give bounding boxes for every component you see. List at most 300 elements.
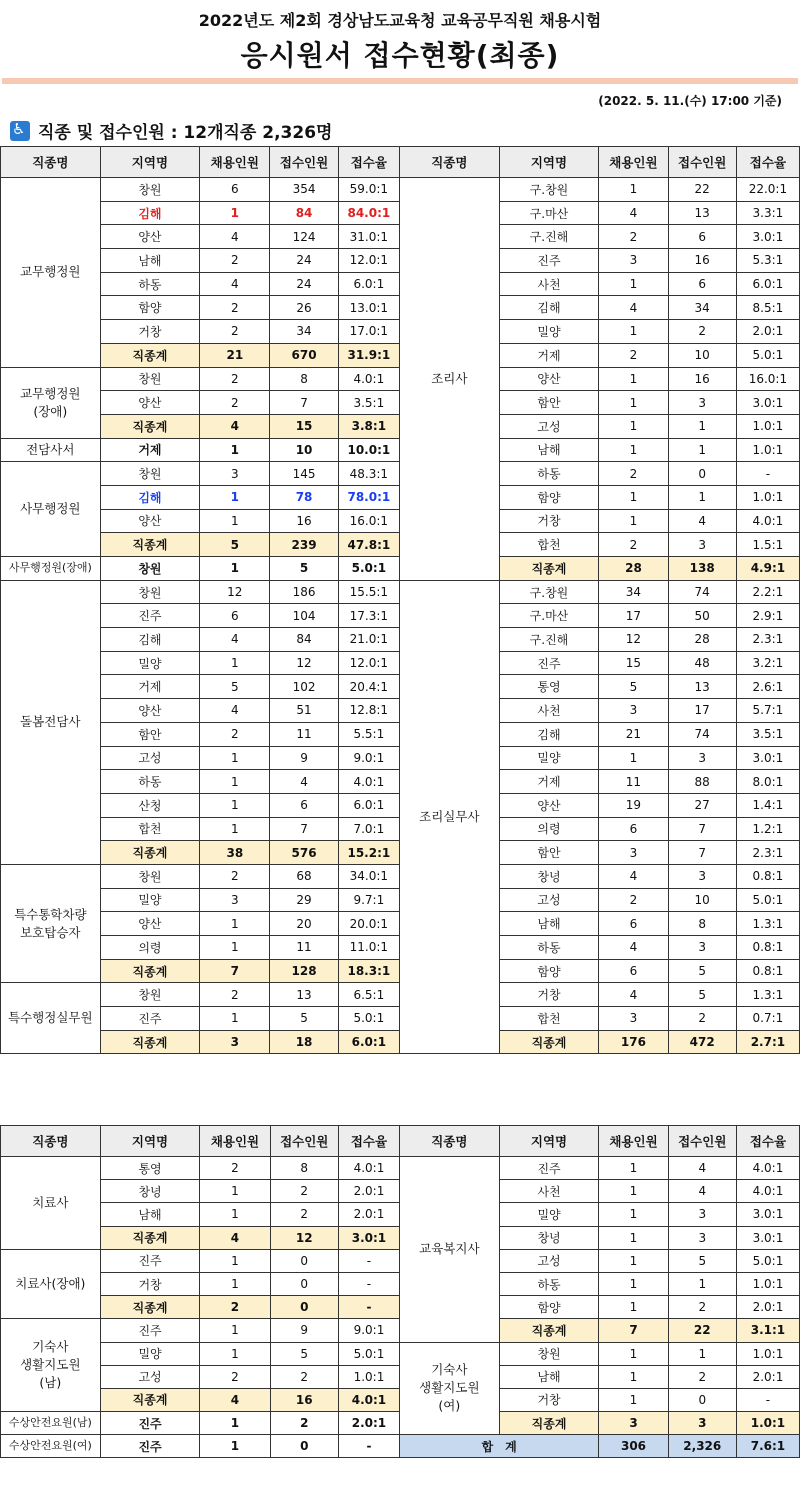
job-title: 사무행정원 [1,462,101,557]
region-name: 진주 [100,1435,200,1458]
application-count: 78 [270,485,338,509]
hire-count: 4 [599,983,668,1007]
competition-ratio: 3.5:1 [338,391,399,415]
hire-count: 4 [200,628,270,652]
hire-count: 4 [200,225,270,249]
competition-ratio: 2.9:1 [736,604,799,628]
competition-ratio: 1.3:1 [736,912,799,936]
region-name: 김해 [100,201,200,225]
application-count: 51 [270,699,338,723]
region-name: 창녕 [499,1226,599,1249]
application-count: 84 [270,628,338,652]
application-count: 12 [270,651,338,675]
region-name: 창원 [100,462,200,486]
hire-count: 1 [200,1272,270,1295]
subtotal-name: 직종계 [499,1030,599,1054]
competition-ratio: 59.0:1 [338,178,399,202]
column-header-job: 직종명 [400,1126,500,1157]
hire-count: 2 [200,320,270,344]
hire-count: 6 [599,817,668,841]
region-name: 고성 [499,888,599,912]
application-count: 2 [270,1412,338,1435]
region-name: 함양 [100,296,200,320]
competition-ratio: 12.0:1 [338,651,399,675]
column-header-region: 지역명 [100,1126,200,1157]
hire-count: 3 [200,1030,270,1054]
application-count: 8 [270,367,338,391]
column-header-hire: 채용인원 [599,147,668,178]
competition-ratio: 3.0:1 [736,225,799,249]
hire-count: 4 [599,201,668,225]
application-count: 576 [270,841,338,865]
hire-count: 1 [200,746,270,770]
application-count: 104 [270,604,338,628]
hire-count: 3 [599,1412,668,1435]
application-count: 15 [270,414,338,438]
applications-table-b [0,1125,800,1458]
application-count: 2 [668,320,736,344]
region-name: 거제 [100,675,200,699]
hire-count: 2 [200,722,270,746]
job-title: 수상안전요원(남) [1,1412,101,1435]
region-name: 사천 [499,272,599,296]
competition-ratio: 15.5:1 [338,580,399,604]
competition-ratio: 1.0:1 [736,414,799,438]
hire-count: 1 [599,1296,668,1319]
application-count: 22 [668,1319,736,1342]
competition-ratio: - [338,1249,399,1272]
region-name: 창원 [100,557,200,581]
region-name: 남해 [499,438,599,462]
application-count: 124 [270,225,338,249]
competition-ratio: - [736,462,799,486]
hire-count: 1 [200,438,270,462]
application-count: 13 [270,983,338,1007]
region-name: 진주 [100,1319,200,1342]
hire-count: 21 [599,722,668,746]
subtotal-name: 직종계 [100,343,200,367]
application-count: 7 [668,841,736,865]
application-count: 1 [668,438,736,462]
column-header-job: 직종명 [1,1126,101,1157]
hire-count: 17 [599,604,668,628]
region-name: 창원 [100,367,200,391]
application-count: 0 [668,462,736,486]
application-count: 7 [668,817,736,841]
column-header-hire: 채용인원 [200,1126,270,1157]
region-name: 의령 [499,817,599,841]
column-header-apply: 접수인원 [668,147,736,178]
region-name: 진주 [100,1249,200,1272]
reference-date: (2022. 5. 11.(수) 17:00 기준) [598,94,782,108]
region-name: 고성 [499,414,599,438]
job-title: 돌봄전담사 [1,580,101,864]
application-count: 13 [668,201,736,225]
hire-count: 1 [599,1157,668,1180]
subtotal-name: 직종계 [499,1319,599,1342]
application-count: 1 [668,1342,736,1365]
hire-count: 2 [599,343,668,367]
column-header-region: 지역명 [100,147,200,178]
competition-ratio: 4.0:1 [338,770,399,794]
competition-ratio: 2.0:1 [338,1180,399,1203]
hire-count: 3 [599,249,668,273]
application-count: 74 [668,580,736,604]
subtotal-name: 직종계 [100,841,200,865]
wheelchair-icon [10,121,30,141]
competition-ratio: 2.0:1 [736,320,799,344]
region-name: 양산 [100,912,200,936]
application-count: 20 [270,912,338,936]
subtotal-name: 직종계 [100,1388,200,1411]
region-name: 함안 [499,391,599,415]
hire-count: 38 [200,841,270,865]
competition-ratio: 1.0:1 [736,485,799,509]
job-title: 교무행정원 [1,178,101,368]
application-count: 7 [270,391,338,415]
competition-ratio: 22.0:1 [736,178,799,202]
region-name: 진주 [100,1412,200,1435]
hire-count: 1 [200,1203,270,1226]
region-name: 사천 [499,1180,599,1203]
region-name: 창녕 [499,864,599,888]
competition-ratio: 8.0:1 [736,770,799,794]
region-name: 구.마산 [499,201,599,225]
hire-count: 1 [599,391,668,415]
application-count: 0 [270,1296,338,1319]
competition-ratio: 3.0:1 [736,1226,799,1249]
application-count: 138 [668,557,736,581]
application-count: 29 [270,888,338,912]
region-name: 하동 [499,936,599,960]
application-count: 6 [270,793,338,817]
hire-count: 1 [599,509,668,533]
application-count: 13 [668,675,736,699]
region-name: 남해 [499,912,599,936]
hire-count: 12 [599,628,668,652]
hire-count: 1 [200,793,270,817]
header-row [1,1126,800,1157]
application-count: 27 [668,793,736,817]
competition-ratio: 15.2:1 [338,841,399,865]
application-count: 10 [668,343,736,367]
region-name: 합천 [499,533,599,557]
region-name: 김해 [499,296,599,320]
application-count: 2 [668,1296,736,1319]
application-count: 34 [270,320,338,344]
hire-count: 2 [200,296,270,320]
competition-ratio: 2.3:1 [736,841,799,865]
job-title: 기숙사 생활지도원 (남) [1,1319,101,1412]
job-title: 치료사(장애) [1,1249,101,1319]
section-heading-text: 직종 및 접수인원 : 12개직종 2,326명 [38,123,333,143]
region-name: 고성 [100,1365,200,1388]
application-count: 4 [270,770,338,794]
region-name: 함안 [100,722,200,746]
region-name: 양산 [100,225,200,249]
hire-count: 1 [599,1249,668,1272]
column-header-ratio: 접수율 [736,1126,799,1157]
subtotal-name: 직종계 [100,533,200,557]
competition-ratio: 1.0:1 [736,1342,799,1365]
application-count: 68 [270,864,338,888]
job-title: 조리사 [400,178,500,581]
hire-count: 1 [200,770,270,794]
application-count: 16 [668,367,736,391]
hire-count: 2 [200,1365,270,1388]
hire-count: 4 [200,272,270,296]
region-name: 함양 [499,1296,599,1319]
hire-count: 11 [599,770,668,794]
region-name: 양산 [499,367,599,391]
table-row [1,178,800,202]
region-name: 창원 [100,178,200,202]
table-row [1,1435,800,1458]
subtotal-name: 직종계 [499,1412,599,1435]
region-name: 밀양 [100,651,200,675]
competition-ratio: 5.7:1 [736,699,799,723]
application-count: 0 [270,1435,338,1458]
subtotal-name: 직종계 [100,1226,200,1249]
competition-ratio: - [736,1388,799,1411]
region-name: 진주 [100,1007,200,1031]
competition-ratio: 20.0:1 [338,912,399,936]
column-header-ratio: 접수율 [338,1126,399,1157]
hire-count: 4 [200,1226,270,1249]
competition-ratio: 2.0:1 [338,1412,399,1435]
job-title: 교무행정원 (장애) [1,367,101,438]
region-name: 김해 [100,485,200,509]
application-count: 354 [270,178,338,202]
application-count: 9 [270,746,338,770]
application-count: 50 [668,604,736,628]
competition-ratio: 3.0:1 [736,1203,799,1226]
hire-count: 1 [200,1249,270,1272]
region-name: 거창 [499,1388,599,1411]
application-count: 5 [270,1007,338,1031]
competition-ratio: 78.0:1 [338,485,399,509]
hire-count: 1 [200,912,270,936]
competition-ratio: 2.0:1 [736,1365,799,1388]
competition-ratio: 5.0:1 [338,1342,399,1365]
region-name: 통영 [499,675,599,699]
hire-count: 15 [599,651,668,675]
application-count: 8 [668,912,736,936]
competition-ratio: 6.5:1 [338,983,399,1007]
region-name: 함양 [499,485,599,509]
hire-count: 1 [599,746,668,770]
hire-count: 5 [200,675,270,699]
application-count: 1 [668,1272,736,1295]
application-count: 5 [270,1342,338,1365]
application-count: 2 [270,1365,338,1388]
competition-ratio: 2.2:1 [736,580,799,604]
competition-ratio: 5.0:1 [736,343,799,367]
hire-count: 3 [599,1007,668,1031]
application-count: 4 [668,509,736,533]
region-name: 밀양 [100,888,200,912]
hire-count: 4 [599,296,668,320]
grand-total-label: 합 계 [400,1435,599,1458]
application-count: 2 [270,1203,338,1226]
competition-ratio: 12.0:1 [338,249,399,273]
competition-ratio: 20.4:1 [338,675,399,699]
hire-count: 4 [200,414,270,438]
hire-count: 2 [599,888,668,912]
application-count: 16 [270,509,338,533]
hire-count: 1 [599,272,668,296]
subtotal-name: 직종계 [499,557,599,581]
competition-ratio: 4.0:1 [736,509,799,533]
header-row [1,147,800,178]
hire-count: 2 [599,533,668,557]
competition-ratio: 1.4:1 [736,793,799,817]
competition-ratio: 11.0:1 [338,936,399,960]
application-count: 3 [668,533,736,557]
job-title: 수상안전요원(여) [1,1435,101,1458]
competition-ratio: 5.5:1 [338,722,399,746]
hire-count: 176 [599,1030,668,1054]
competition-ratio: 12.8:1 [338,699,399,723]
competition-ratio: 6.0:1 [338,272,399,296]
hire-count: 1 [599,1365,668,1388]
competition-ratio: - [338,1435,399,1458]
region-name: 양산 [499,793,599,817]
job-title: 사무행정원(장애) [1,557,101,581]
application-count: 9 [270,1319,338,1342]
application-count: 2 [668,1365,736,1388]
competition-ratio: 2.0:1 [338,1203,399,1226]
region-name: 창원 [100,580,200,604]
competition-ratio: 4.0:1 [736,1180,799,1203]
competition-ratio: 3.5:1 [736,722,799,746]
competition-ratio: 47.8:1 [338,533,399,557]
region-name: 창원 [100,983,200,1007]
hire-count: 5 [200,533,270,557]
competition-ratio: 7.0:1 [338,817,399,841]
competition-ratio: 2.0:1 [736,1296,799,1319]
region-name: 양산 [100,699,200,723]
competition-ratio: 6.0:1 [338,1030,399,1054]
region-name: 남해 [100,249,200,273]
hire-count: 2 [200,367,270,391]
competition-ratio: 6.0:1 [338,793,399,817]
region-name: 고성 [499,1249,599,1272]
competition-ratio: 3.0:1 [736,746,799,770]
hire-count: 21 [200,343,270,367]
hire-count: 6 [200,178,270,202]
competition-ratio: 18.3:1 [338,959,399,983]
application-count: 4 [668,1180,736,1203]
hire-count: 1 [599,414,668,438]
hire-count: 3 [599,841,668,865]
job-title: 기숙사 생활지도원 (여) [400,1342,500,1435]
region-name: 김해 [100,628,200,652]
table-row [1,580,800,604]
document-subtitle: 2022년도 제2회 경상남도교육청 교육공무직원 채용시험 [198,11,602,30]
hire-count: 2 [200,1157,270,1180]
competition-ratio: 4.0:1 [338,1157,399,1180]
competition-ratio: - [338,1272,399,1295]
hire-count: 7 [599,1319,668,1342]
competition-ratio: 17.3:1 [338,604,399,628]
hire-count: 2 [200,249,270,273]
table-row [1,1157,800,1180]
application-count: 26 [270,296,338,320]
competition-ratio: 84.0:1 [338,201,399,225]
application-count: 5 [668,1249,736,1272]
competition-ratio: 2.6:1 [736,675,799,699]
section-heading [10,118,332,143]
hire-count: 1 [599,367,668,391]
region-name: 합천 [499,1007,599,1031]
hire-count: 1 [200,1180,270,1203]
region-name: 산청 [100,793,200,817]
region-name: 남해 [100,1203,200,1226]
competition-ratio: 16.0:1 [736,367,799,391]
hire-count: 2 [200,864,270,888]
region-name: 거창 [100,320,200,344]
hire-count: 7 [200,959,270,983]
hire-count: 6 [599,912,668,936]
competition-ratio: 9.7:1 [338,888,399,912]
region-name: 의령 [100,936,200,960]
region-name: 하동 [499,1272,599,1295]
application-count: 3 [668,1203,736,1226]
application-count: 10 [270,438,338,462]
application-count: 472 [668,1030,736,1054]
competition-ratio: 31.9:1 [338,343,399,367]
subtotal-name: 직종계 [100,414,200,438]
hire-count: 3 [200,888,270,912]
column-header-job: 직종명 [400,147,500,178]
region-name: 구.진해 [499,225,599,249]
competition-ratio: 3.0:1 [736,391,799,415]
hire-count: 3 [599,699,668,723]
region-name: 양산 [100,391,200,415]
competition-ratio: 4.0:1 [338,1388,399,1411]
competition-ratio: 1.0:1 [736,1412,799,1435]
competition-ratio: 3.3:1 [736,201,799,225]
competition-ratio: 4.9:1 [736,557,799,581]
application-count: 670 [270,343,338,367]
application-count: 11 [270,722,338,746]
application-count: 12 [270,1226,338,1249]
application-count: 22 [668,178,736,202]
hire-count: 1 [200,485,270,509]
column-header-ratio: 접수율 [338,147,399,178]
region-name: 진주 [100,604,200,628]
application-count: 0 [668,1388,736,1411]
region-name: 거창 [499,509,599,533]
hire-count: 1 [200,509,270,533]
application-count: 16 [668,249,736,273]
region-name: 구.진해 [499,628,599,652]
application-count: 3 [668,936,736,960]
subtotal-name: 직종계 [100,959,200,983]
region-name: 거창 [100,1272,200,1295]
application-count: 1 [668,485,736,509]
competition-ratio: 8.5:1 [736,296,799,320]
column-header-ratio: 접수율 [736,147,799,178]
application-count: 3 [668,391,736,415]
competition-ratio: 0.7:1 [736,1007,799,1031]
hire-count: 3 [200,462,270,486]
competition-ratio: 5.0:1 [338,557,399,581]
column-header-region: 지역명 [499,1126,599,1157]
region-name: 통영 [100,1157,200,1180]
hire-count: 6 [200,604,270,628]
